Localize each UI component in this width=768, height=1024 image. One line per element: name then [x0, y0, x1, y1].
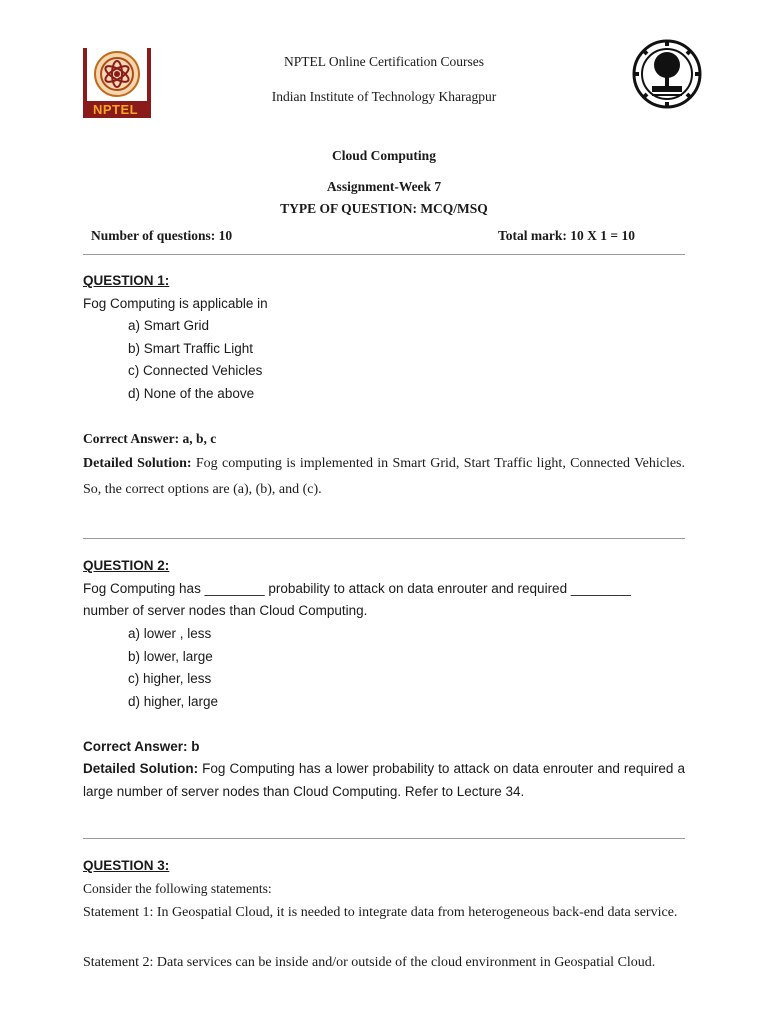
question-1-text: Fog Computing is applicable in	[83, 296, 268, 311]
question-1-solution-text: Fog computing is implemented in Smart Grid, Start Traffic light, Connected Vehicles. So, the correct options are (a), (b), and (c).	[83, 456, 686, 497]
divider	[83, 538, 685, 539]
question-1-heading: QUESTION 1:	[83, 273, 170, 288]
question-2-solution-text: Fog Computing has a lower probability to attack on data enrouter and required a large number of server nodes than Cloud Computing. Refer to Lecture 34.	[83, 761, 686, 799]
question-1-solution	[83, 451, 685, 502]
question-2-option-c: c) higher, less	[128, 671, 212, 686]
question-2-solution-label: Detailed Solution:	[83, 761, 199, 776]
question-2-text-line-2: number of server nodes than Cloud Computing.	[83, 603, 368, 618]
question-2-option-d: d) higher, large	[128, 694, 219, 709]
total-mark: Total mark: 10 X 1 = 10	[498, 228, 635, 243]
question-2-text-line-1: Fog Computing has ________ probability to attack on data enrouter and required ________	[83, 581, 631, 596]
header-line-2: Indian Institute of Technology Kharagpur	[271, 89, 497, 104]
question-2-solution	[83, 758, 685, 803]
header-line-1: NPTEL Online Certification Courses	[283, 54, 485, 69]
number-of-questions	[91, 228, 232, 244]
question-1-option-a: a) Smart Grid	[128, 318, 210, 333]
question-2-heading: QUESTION 2:	[83, 558, 170, 573]
question-2-answer: Correct Answer: b	[83, 739, 200, 754]
question-1-option-b: b) Smart Traffic Light	[128, 341, 254, 356]
number-of-questions-value: : 10	[210, 228, 233, 243]
course-title: Cloud Computing	[332, 148, 436, 163]
question-2-option-b: b) lower, large	[128, 649, 213, 664]
number-of-questions-label: Number of questions	[91, 228, 211, 243]
assignment-title: Assignment-Week 7	[326, 179, 442, 194]
question-1-option-c: c) Connected Vehicles	[128, 363, 263, 378]
question-3-statement-1: Statement 1: In Geospatial Cloud, it is needed to integrate data from heterogeneous back-end data service.	[83, 905, 678, 920]
divider	[83, 838, 685, 839]
divider	[83, 254, 685, 255]
question-3-heading: QUESTION 3:	[83, 858, 170, 873]
question-1-answer: Correct Answer: a, b, c	[83, 431, 217, 446]
question-1-option-d: d) None of the above	[128, 386, 255, 401]
nptel-logo-text: NPTEL	[93, 102, 139, 117]
question-3-statement-2: Statement 2: Data services can be inside and/or outside of the cloud environment in Geospatial Cloud.	[83, 955, 656, 970]
question-3-intro: Consider the following statements:	[83, 881, 272, 896]
question-2-option-a: a) lower , less	[128, 626, 212, 641]
question-type: TYPE OF QUESTION: MCQ/MSQ	[280, 201, 488, 216]
question-1-solution-label: Detailed Solution:	[83, 456, 192, 471]
